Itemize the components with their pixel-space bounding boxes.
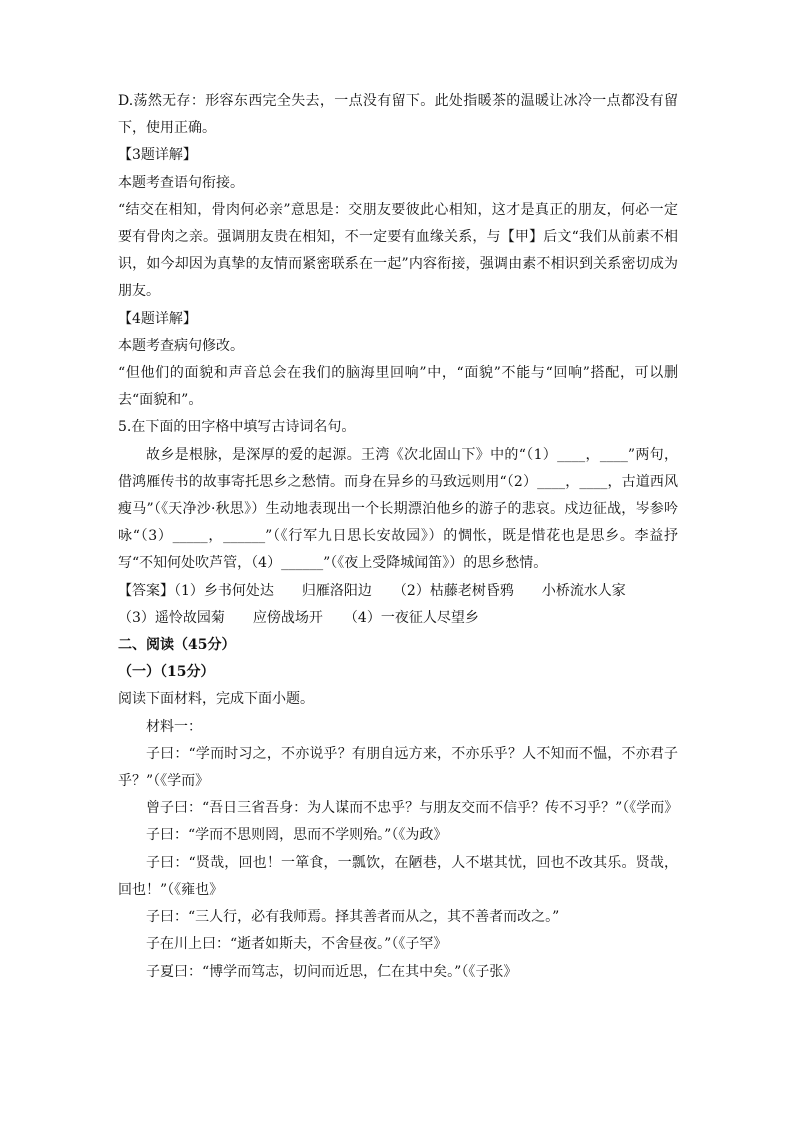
quote-6: 子在川上曰：“逝者如斯夫，不舍昼夜。”（《子罕》 — [146, 936, 448, 953]
section-2-heading: 二、阅读（45分） — [118, 637, 236, 654]
option-d-explanation: D.荡然无存：形容东西完全失去，一点没有留下。此处指暖茶的温暖让冰冷一点都没有留下，使用正确。 — [118, 93, 678, 137]
quote-3: 子曰：“学而不思则罔，思而不学则殆。”（《为政》 — [146, 827, 448, 844]
q4-topic: 本题考查病句修改。 — [118, 337, 244, 354]
q3-explanation: “结交在相知，骨肉何必亲”意思是：交朋友要彼此心相知，这才是真正的朋友，何必一定要有骨肉之亲。强调朋友贵在相知，不一定要有血缘关系，与【甲】后文“我们从前素不相识，如今却因为真挚的友情而紧密联系在一起”内容衔接，强调由素不相识到关系密切成为朋友。 — [118, 201, 678, 300]
reading-instruction: 阅读下面材料，完成下面小题。 — [118, 691, 314, 708]
quote-5: 子曰：“三人行，必有我师焉。择其善者而从之，其不善者而改之。” — [146, 909, 560, 926]
quote-7: 子夏曰：“博学而笃志，切问而近思，仁在其中矣。”（《子张》 — [146, 963, 518, 980]
q5-passage: 故乡是根脉，是深厚的爱的起源。王湾《次北固山下》中的“（1）____，____”两句，借鸿雁传书的故事寄托思乡之愁情。而身在异乡的马致远则用“（2）____，____，古道西风瘦马”（《天净沙·秋思》）生动地表现出一个长期漂泊他乡的游子的悲哀。戍边征战，岑参吟咏“（3）_____，______”（《行军九日思长安故园》）的惆怅，既是惜花也是思乡。李益抒写“不知何处吹芦管，（4）______”（《夜上受降城闻笛》）的思乡愁情。 — [118, 446, 678, 572]
q5-answer-line2: （3）遥怜故园菊 应傍战场开 （4）一夜征人尽望乡 — [118, 609, 479, 626]
q3-topic: 本题考查语句衔接。 — [118, 174, 244, 191]
q5-title: 5.在下面的田字格中填写古诗词名句。 — [118, 419, 356, 436]
subsection-1-heading: （一）（15分） — [118, 664, 215, 681]
quote-4: 子曰：“贤哉，回也！一箪食，一瓢饮，在陋巷，人不堪其忧，回也不改其乐。贤哉，回也！”（《雍也》 — [118, 854, 678, 898]
material-1-label: 材料一： — [146, 718, 202, 735]
q4-explanation: “但他们的面貌和声音总会在我们的脑海里回响”中，“面貌”不能与“回响”搭配，可以删去“面貌和”。 — [118, 365, 678, 409]
document-page — [118, 88, 678, 986]
q3-heading: 【3题详解】 — [118, 147, 197, 164]
q4-heading: 【4题详解】 — [118, 310, 197, 327]
quote-2: 曾子曰：“吾日三省吾身：为人谋而不忠乎？与朋友交而不信乎？传不习乎？”（《学而》 — [146, 800, 679, 817]
quote-1: 子曰：“学而时习之，不亦说乎？有朋自远方来，不亦乐乎？人不知而不愠，不亦君子乎？”（《学而》 — [118, 745, 678, 790]
q5-answer-line1: 【答案】（1）乡书何处达 归雁洛阳边 （2）枯藤老树昏鸦 小桥流水人家 — [118, 582, 626, 599]
